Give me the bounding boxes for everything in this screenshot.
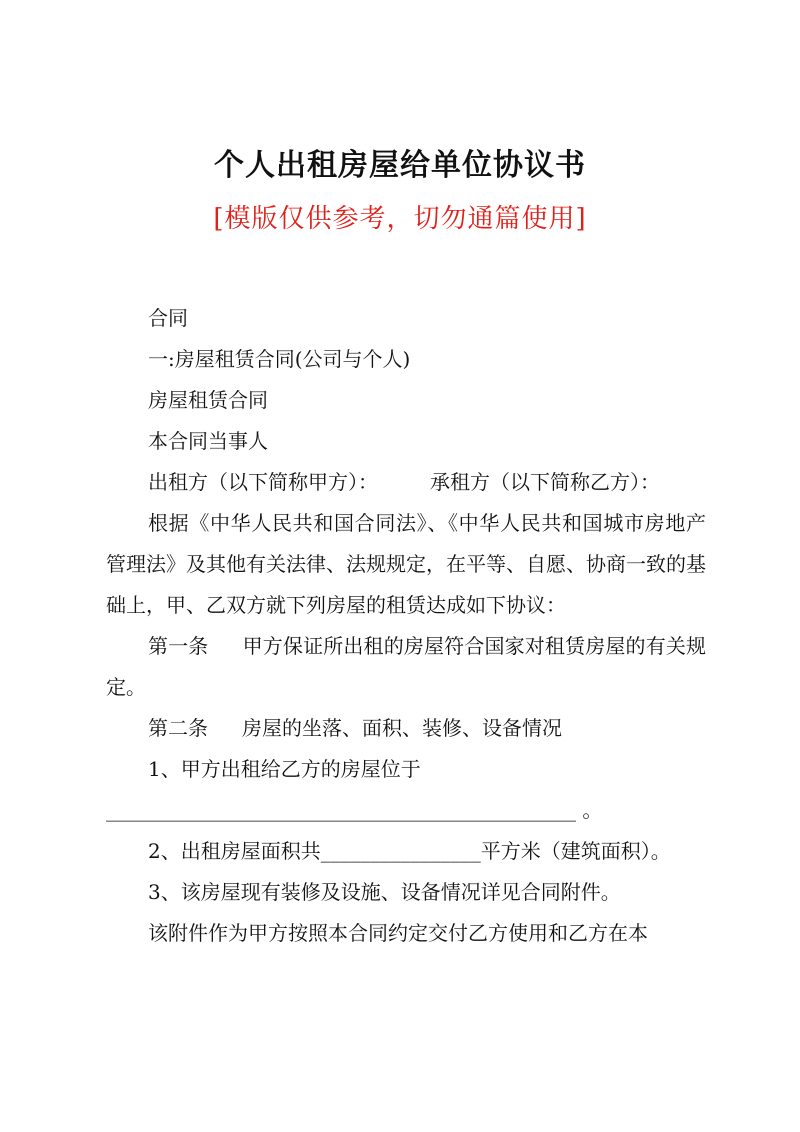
paragraph-legal-basis: 根据《中华人民共和国合同法》、《中华人民共和国城市房地产管理法》及其他有关法律、法规规定，在平等、自愿、协商一致的基础上，甲、乙双方就下列房屋的租赁达成如下协议： — [106, 511, 706, 617]
template-notice: [模版仅供参考，切勿通篇使用] — [213, 204, 587, 234]
article-two-label: 第二条 — [148, 716, 208, 740]
paragraph-item-one: 1、甲方出租给乙方的房屋位于 — [148, 757, 421, 781]
paragraph-lease-contract: 房屋租赁合同 — [148, 388, 268, 412]
paragraph-section-one: 一:房屋租赁合同(公司与个人) — [148, 347, 411, 371]
article-one-label: 第一条 — [148, 634, 209, 658]
paragraph-item-three: 3、该房屋现有装修及设施、设备情况详见合同附件。 — [148, 880, 621, 904]
lessee-label: 承租方（以下简称乙方）： — [430, 470, 660, 494]
paragraph-attachment: 该附件作为甲方按照本合同约定交付乙方使用和乙方在本 — [148, 921, 648, 945]
paragraph-item-two: 2、出租房屋面积共________________平方米（建筑面积）。 — [148, 839, 671, 863]
paragraph-contract: 合同 — [148, 306, 188, 330]
paragraph-lessor-lessee — [106, 462, 706, 503]
paragraph-article-two — [106, 708, 706, 749]
paragraph-parties: 本合同当事人 — [148, 429, 268, 453]
lessor-label: 出租方（以下简称甲方）： — [148, 470, 378, 494]
article-two-text: 房屋的坐落、面积、装修、设备情况 — [242, 716, 562, 740]
document-body — [106, 298, 706, 954]
document-title: 个人出租房屋给单位协议书 — [214, 148, 586, 183]
address-blank-line: _______________________________________________ 。 — [106, 798, 603, 822]
article-one-text: 甲方保证所出租的房屋符合国家对租赁房屋的有关规定。 — [106, 634, 707, 699]
paragraph-article-one — [106, 626, 706, 708]
